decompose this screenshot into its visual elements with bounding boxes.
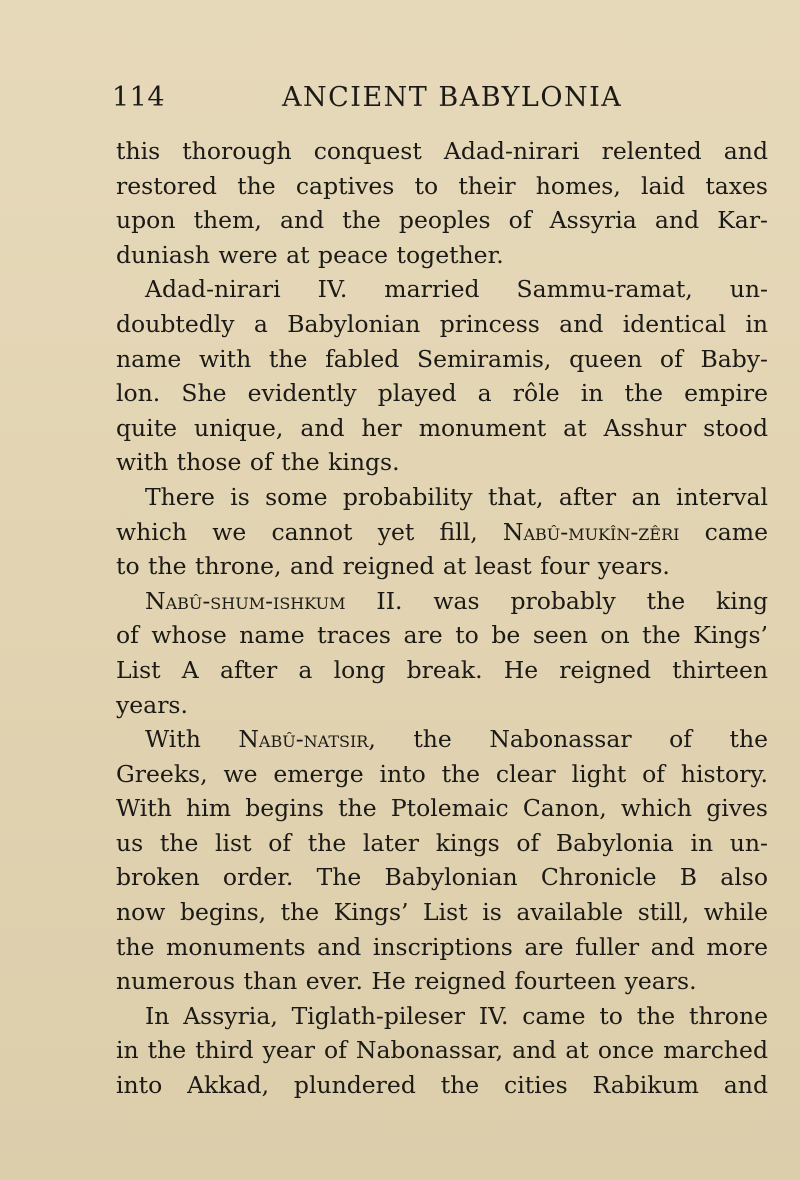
text-line: which we cannot yet fill, Nabû-mukîn-zêri came xyxy=(116,517,768,546)
text-line: to the throne, and reigned at least four years. xyxy=(116,552,670,581)
running-head: ANCIENT BABYLONIA xyxy=(282,82,623,113)
page-number: 114 xyxy=(112,82,166,113)
text-line: us the list of the later kings of Babylonia in un- xyxy=(116,828,768,857)
paragraph-first-line: There is some probability that, after an interval xyxy=(145,482,768,511)
body-text xyxy=(116,134,768,1100)
text-line: the monuments and inscriptions are fuller and more xyxy=(116,932,768,961)
text-line: List A after a long break. He reigned thirteen xyxy=(116,655,768,684)
text-line: upon them, and the peoples of Assyria and Kar- xyxy=(116,206,768,235)
paragraph-first-line: In Assyria, Tiglath-pileser IV. came to the throne xyxy=(145,1001,768,1030)
paragraph-first-line: With Nabû-natsir, the Nabonassar of the xyxy=(145,725,768,754)
text-line: With him begins the Ptolemaic Canon, which gives xyxy=(116,794,768,823)
text-line: in the third year of Nabonassar, and at once marched xyxy=(116,1036,768,1065)
text-line: numerous than ever. He reigned fourteen years. xyxy=(116,967,697,996)
text-line: of whose name traces are to be seen on the Kings’ xyxy=(116,621,768,650)
paragraph-first-line: Nabû-shum-ishkum II. was probably the king xyxy=(145,586,768,615)
text-line: with those of the kings. xyxy=(116,448,400,477)
text-line: into Akkad, plundered the cities Rabikum and xyxy=(116,1071,768,1100)
text-line: Greeks, we emerge into the clear light of history. xyxy=(116,759,768,788)
king-name: Nabû-mukîn-zêri xyxy=(502,517,680,546)
paragraph-first-line: Adad-nirari IV. married Sammu-ramat, un- xyxy=(145,275,768,304)
text-line: now begins, the Kings’ List is available still, while xyxy=(116,898,768,927)
text-line: lon. She evidently played a rôle in the empire xyxy=(116,379,768,408)
text-line: duniash were at peace together. xyxy=(116,240,504,269)
page-header xyxy=(112,82,752,122)
text-line: broken order. The Babylonian Chronicle B also xyxy=(116,863,768,892)
text-line: doubtedly a Babylonian princess and identical in xyxy=(116,309,768,338)
text-line: quite unique, and her monument at Asshur stood xyxy=(116,413,768,442)
text-line: name with the fabled Semiramis, queen of Baby- xyxy=(116,344,768,373)
king-name: Nabû-shum-ishkum xyxy=(145,586,346,615)
text-line: restored the captives to their homes, laid taxes xyxy=(116,171,768,200)
king-name: Nabû-natsir xyxy=(238,725,369,754)
text-line: years. xyxy=(116,690,188,719)
text-line: this thorough conquest Adad-nirari relented and xyxy=(116,137,768,165)
